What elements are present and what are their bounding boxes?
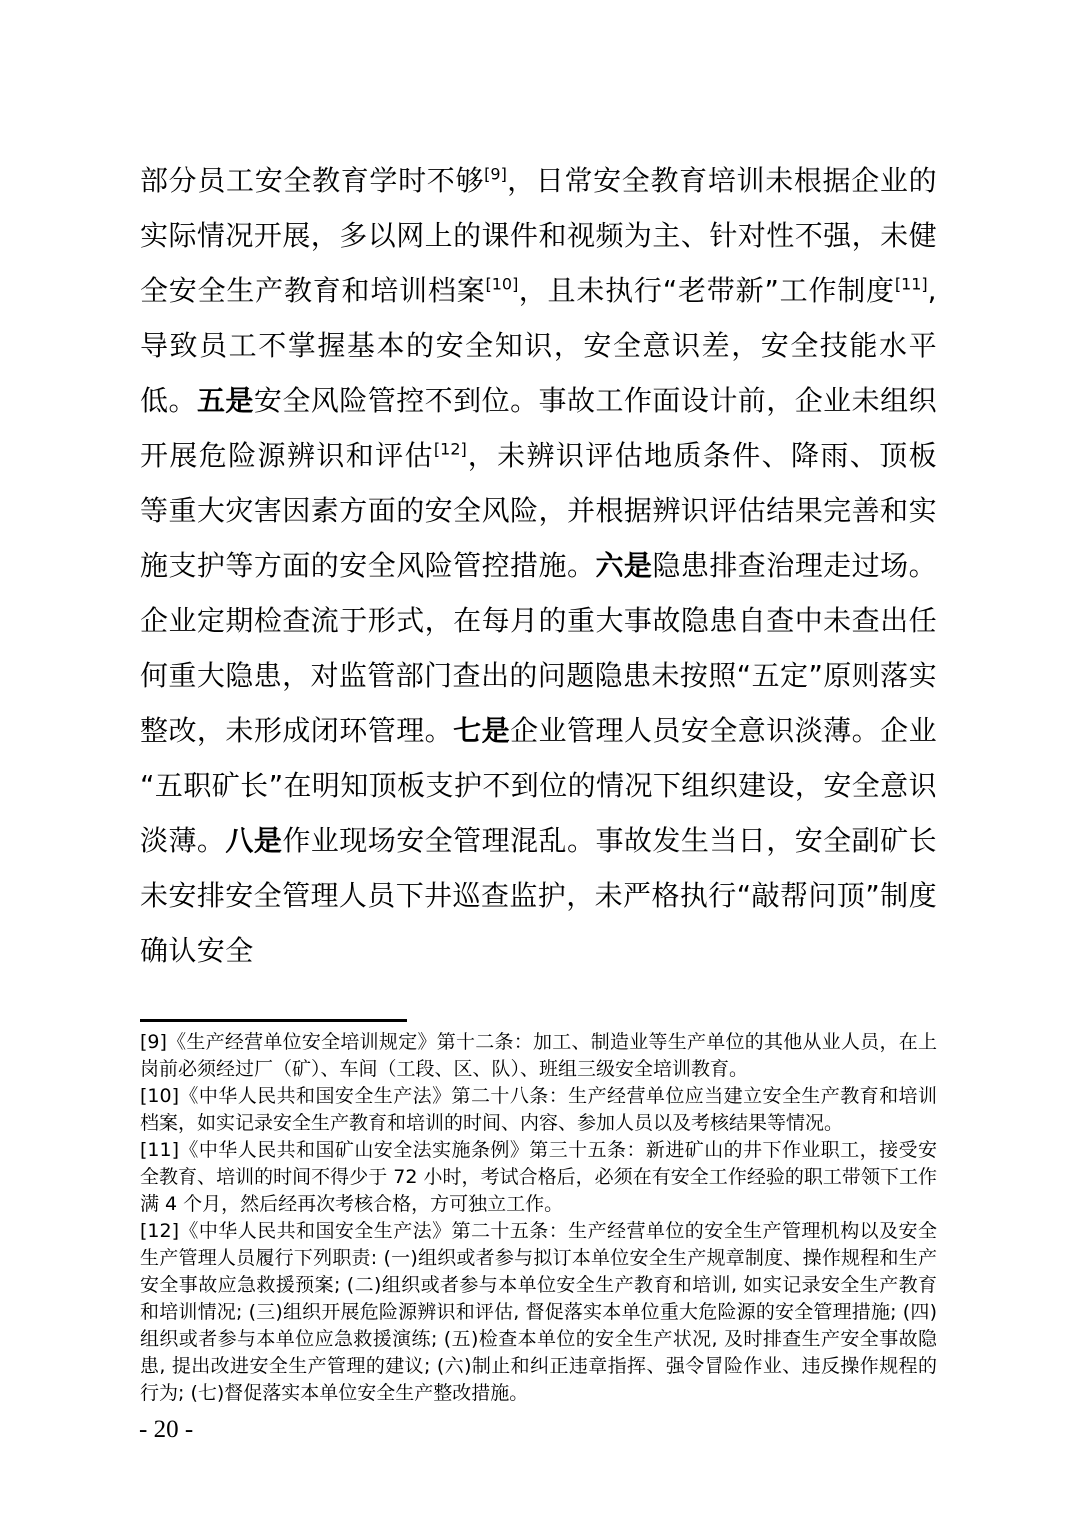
- footnote: [9]《生产经营单位安全培训规定》第十二条：加工、制造业等生产单位的其他从业人员，在上岗前必须经过厂（矿）、车间（工段、区、队）、班组三级安全培训教育。: [140, 1031, 937, 1080]
- footnote-reference: [11]: [894, 274, 928, 294]
- bold-section-marker: 八是: [225, 824, 283, 857]
- footnote-reference: [9]: [484, 164, 507, 184]
- footnote-separator: [140, 1019, 407, 1022]
- body-paragraph: [140, 153, 937, 978]
- body-run: ，未辨识评估地质条件、降雨、顶板等重大灾害因素方面的安全风险，并根据辨识评估结果完善和实施支护等方面的安全风险管控措施。: [140, 439, 937, 582]
- body-run: 安全风险管控不到位。事故工作面设计前，企业未组织开展危险源辨识和评估: [140, 384, 937, 472]
- footnote: [11]《中华人民共和国矿山安全法实施条例》第三十五条：新进矿山的井下作业职工，接受安全教育、培训的时间不得少于 72 小时，考试合格后，必须在有安全工作经验的职工带领下工作满 4 个月，然后经再次考核合格，方可独立工作。: [140, 1139, 937, 1215]
- body-run: ，日常安全教育培训未根据企业的实际情况开展，多以网上的课件和视频为主、针对性不强，未健全安全生产教育和培训档案: [140, 164, 937, 307]
- body-run: ,导致员工不掌握基本的安全知识，安全意识差，安全技能水平低。: [140, 274, 937, 417]
- footnote-reference: [12]: [433, 439, 467, 459]
- footnote: [10]《中华人民共和国安全生产法》第二十八条：生产经营单位应当建立安全生产教育和培训档案，如实记录安全生产教育和培训的时间、内容、参加人员以及考核结果等情况。: [140, 1085, 937, 1134]
- footnote-reference: [10]: [485, 274, 519, 294]
- body-run: ，且未执行“老带新”工作制度: [518, 274, 895, 307]
- bold-section-marker: 七是: [453, 714, 511, 747]
- body-run: 企业管理人员安全意识淡薄。企业“五职矿长”在明知顶板支护不到位的情况下组织建设，安全意识淡薄。: [140, 714, 937, 857]
- footnote: [12]《中华人民共和国安全生产法》第二十五条：生产经营单位的安全生产管理机构以及安全生产管理人员履行下列职责: (一)组织或者参与拟订本单位安全生产规章制度、操作规程和生产安全事故应急救援预案; (二)组织或者参与本单位安全生产教育和培训, 如实记录安全生产教育和培训情况; (三)组织开展危险源辨识和评估, 督促落实本单位重大危险源的安全管理措施; (四)组织或者参与本单位应急救援演练; (五)检查本单位的安全生产状况, 及时排查生产安全事故隐患, 提出改进安全生产管理的建议; (六)制止和纠正违章指挥、强令冒险作业、违反操作规程的行为; (七)督促落实本单位安全生产整改措施。: [140, 1220, 937, 1404]
- body-run: 作业现场安全管理混乱。事故发生当日，安全副矿长未安排安全管理人员下井巡查监护，未严格执行“敲帮问顶”制度确认安全: [140, 824, 937, 967]
- body-run: 隐患排查治理走过场。企业定期检查流于形式，在每月的重大事故隐患自查中未查出任何重大隐患，对监管部门查出的问题隐患未按照“五定”原则落实整改，未形成闭环管理。: [140, 549, 937, 747]
- footnotes-section: [140, 1029, 937, 1407]
- page-number: - 20 -: [139, 1416, 194, 1443]
- bold-section-marker: 五是: [196, 384, 254, 417]
- body-run: 部分员工安全教育学时不够: [140, 164, 485, 197]
- bold-section-marker: 六是: [595, 549, 653, 582]
